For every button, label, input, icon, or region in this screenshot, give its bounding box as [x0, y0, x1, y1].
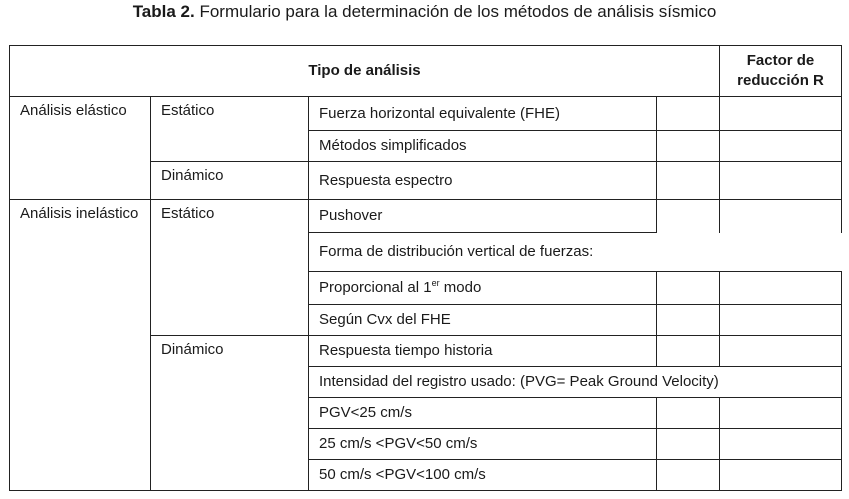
subgroup-label-elastico-estatico: Estático — [151, 97, 309, 162]
proporcional-superscript: er — [431, 278, 440, 288]
method-fhe: Fuerza horizontal equivalente (FHE) — [309, 97, 657, 131]
group-label-inelastico: Análisis inelástico — [10, 200, 151, 491]
header-row — [10, 46, 842, 97]
factor-cell-cvx[interactable] — [720, 305, 842, 336]
method-tiempo-historia: Respuesta tiempo historia — [309, 336, 657, 367]
check-cell-espectro[interactable] — [657, 162, 720, 200]
check-cell-pgv-50-100[interactable] — [657, 460, 720, 491]
subgroup-label-inelastico-estatico: Estático — [151, 200, 309, 336]
method-proporcional — [309, 272, 657, 305]
caption-label: Tabla 2. — [132, 2, 195, 21]
check-cell-cvx[interactable] — [657, 305, 720, 336]
method-simplificados: Métodos simplificados — [309, 131, 657, 162]
factor-cell-tiempo-historia[interactable] — [720, 336, 842, 367]
factor-cell-pgv-50-100[interactable] — [720, 460, 842, 491]
factor-cell-simplificados[interactable] — [720, 131, 842, 162]
method-pgv-25: PGV<25 cm/s — [309, 398, 657, 429]
factor-cell-proporcional[interactable] — [720, 272, 842, 305]
analysis-form-table — [9, 45, 842, 491]
subgroup-label-elastico-dinamico: Dinámico — [151, 162, 309, 200]
factor-cell-fhe[interactable] — [720, 97, 842, 131]
table-row — [10, 97, 842, 131]
check-cell-tiempo-historia[interactable] — [657, 336, 720, 367]
header-factor-reduccion: Factor de reducción R — [720, 46, 842, 97]
factor-cell-espectro[interactable] — [720, 162, 842, 200]
method-pgv-50-100: 50 cm/s <PGV<100 cm/s — [309, 460, 657, 491]
subgroup-label-inelastico-dinamico: Dinámico — [151, 336, 309, 491]
method-espectro: Respuesta espectro — [309, 162, 657, 200]
check-cell-pgv-25-50[interactable] — [657, 429, 720, 460]
table-caption — [0, 2, 849, 22]
check-cell-pushover[interactable] — [657, 200, 720, 233]
method-pushover: Pushover — [309, 200, 657, 233]
header-tipo-analisis: Tipo de análisis — [10, 46, 720, 97]
factor-cell-pgv-25-50[interactable] — [720, 429, 842, 460]
proporcional-suffix: modo — [439, 279, 482, 296]
method-pgv-25-50: 25 cm/s <PGV<50 cm/s — [309, 429, 657, 460]
check-cell-simplificados[interactable] — [657, 131, 720, 162]
check-cell-fhe[interactable] — [657, 97, 720, 131]
factor-cell-pgv-25[interactable] — [720, 398, 842, 429]
check-cell-proporcional[interactable] — [657, 272, 720, 305]
method-forma-distribucion: Forma de distribución vertical de fuerzas: — [309, 233, 842, 272]
caption-text: Formulario para la determinación de los métodos de análisis sísmico — [194, 2, 717, 21]
method-cvx: Según Cvx del FHE — [309, 305, 657, 336]
proporcional-text: Proporcional al 1 — [319, 279, 432, 296]
group-label-elastico: Análisis elástico — [10, 97, 151, 200]
method-intensidad: Intensidad del registro usado: (PVG= Peak Ground Velocity) — [309, 367, 842, 398]
table-row — [10, 200, 842, 233]
factor-cell-pushover[interactable] — [720, 200, 842, 233]
check-cell-pgv-25[interactable] — [657, 398, 720, 429]
